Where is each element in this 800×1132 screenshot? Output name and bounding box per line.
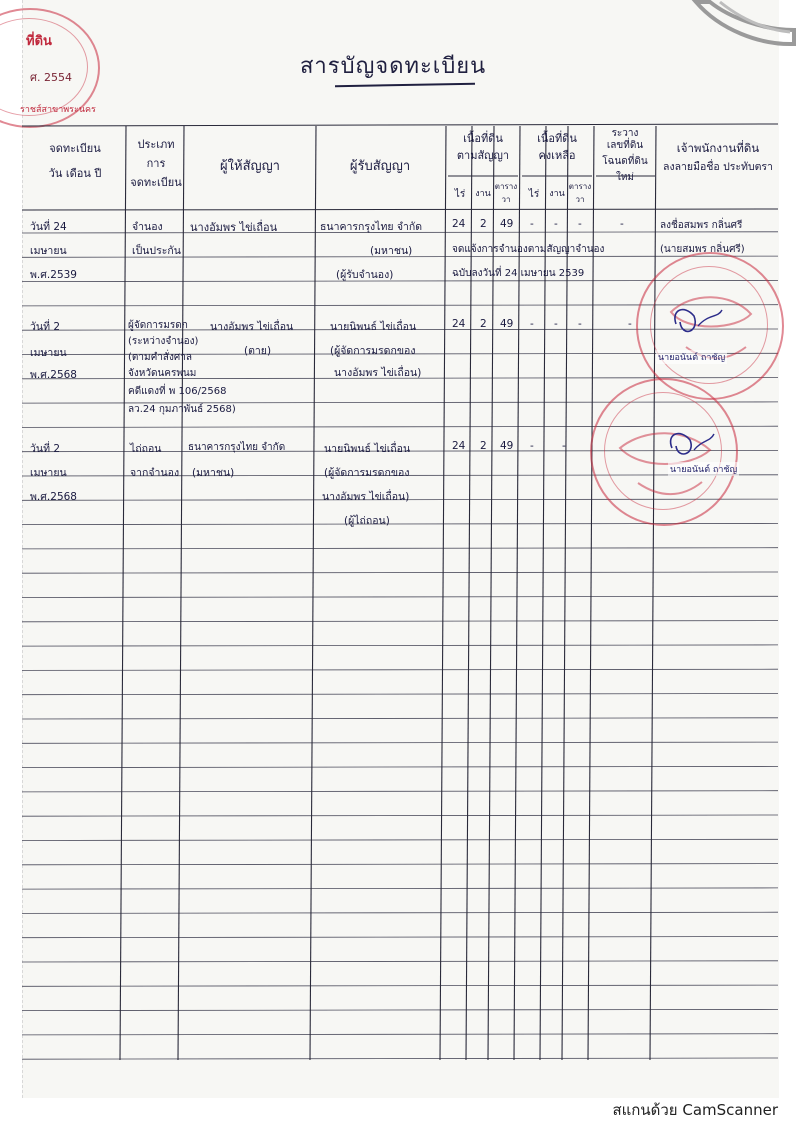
row1-grantor: นางอัมพร ไข่เถื่อน: [190, 221, 278, 234]
header-type-line1: ประเภท: [137, 138, 175, 151]
row2-area-rai: 24: [452, 318, 466, 330]
header-new-deed-line2: เลขที่ดิน: [606, 140, 644, 151]
row3-date-month: เมษายน: [30, 467, 67, 479]
row2-grantee-3: นางอัมพร ไข่เถื่อน): [334, 367, 422, 379]
header-area-contract: [448, 132, 518, 162]
header-officer-line2: ลงลายมือชื่อ ประทับตรา: [663, 161, 773, 173]
row2-deed: -: [628, 318, 632, 330]
header-officer-line1: เจ้าพนักงานที่ดิน: [676, 141, 760, 155]
row2-date-month: เมษายน: [30, 347, 67, 359]
header-new-deed-line4: ใหม่: [615, 172, 635, 183]
unit-rai-2: ไร่: [528, 189, 540, 200]
row3-grantee-2: (ผู้จัดการมรดกของ: [324, 467, 410, 479]
scanner-watermark: สแกนด้วย CamScanner: [612, 1101, 778, 1119]
header-area-remain-line2: คงเหลือ: [538, 149, 576, 162]
header-new-deed: [596, 128, 654, 184]
row1-grantee-2: (มหาชน): [370, 245, 413, 257]
header-area-remain-line1: เนื้อที่ดิน: [537, 132, 577, 145]
header-date-line2: วัน เดือน ปี: [48, 167, 102, 180]
row3-type-1: ไถ่ถอน: [130, 443, 162, 455]
row1-remain-ngan: -: [554, 218, 558, 230]
row1-date-day: วันที่ 24: [30, 221, 67, 233]
row3-remain-rai: -: [530, 440, 534, 452]
row1-grantee-3: (ผู้รับจำนอง): [336, 269, 394, 281]
page-title: สารบัญจดทะเบียน: [300, 54, 487, 79]
row2-remain-wa: -: [578, 318, 582, 330]
officer-seal-stamp: [590, 378, 740, 528]
unit-wa-1: ตาราง วา: [494, 182, 518, 204]
row2-officer: นายอนันต์ ถาชัญ: [656, 350, 727, 364]
row1-remain-rai: -: [530, 218, 534, 230]
row1-date-month: เมษายน: [30, 245, 67, 257]
seal-emblem-icon: [590, 378, 740, 528]
row3-type-2: จากจำนอง: [130, 467, 180, 479]
header-type: [128, 138, 184, 189]
row3-remain-ngan: -: [562, 440, 566, 452]
row3-grantee-3: นางอัมพร ไข่เถื่อน): [322, 491, 410, 503]
row1-deed: -: [620, 218, 624, 230]
row2-date-day: วันที่ 2: [30, 321, 61, 333]
row2-grantor: นางอัมพร ไข่เถื่อน: [210, 321, 294, 333]
row3-grantor: ธนาคารกรุงไทย จำกัด: [188, 442, 286, 453]
row3-date-year: พ.ศ.2568: [30, 491, 77, 503]
header-officer: [658, 142, 778, 174]
row3-officer: นายอนันต์ ถาชัญ: [668, 462, 739, 476]
row1-date-year: พ.ศ.2539: [30, 269, 77, 281]
unit-ngan-1: งาน: [475, 189, 491, 199]
corner-stamp-line3: ราชส์สาขาพระนคร: [20, 105, 96, 115]
header-area-remain: [522, 132, 592, 162]
row2-type-3: (ตามคำสั่งศาล: [128, 352, 192, 363]
header-new-deed-line3: โฉนดที่ดิน: [602, 156, 648, 167]
unit-ngan-2: งาน: [549, 189, 565, 199]
header-type-line2: การ: [146, 157, 166, 170]
row1-type-2: เป็นประกัน: [132, 245, 181, 257]
row1-note-2: ฉบับลงวันที่ 24 เมษายน 2539: [452, 268, 585, 279]
row3-grantor-2: (มหาชน): [192, 467, 235, 479]
row2-grantor-2: (ตาย): [244, 345, 272, 357]
row1-area-ngan: 2: [480, 218, 487, 230]
header-date-line1: จดทะเบียน: [49, 142, 101, 155]
row2-grantee-2: (ผู้จัดการมรดกของ: [330, 345, 416, 357]
row2-grantee: นายนิพนธ์ ไข่เถื่อน: [330, 321, 417, 333]
row2-area-wa: 49: [500, 318, 514, 330]
row2-remain-rai: -: [530, 318, 534, 330]
header-type-line3: จดทะเบียน: [130, 176, 182, 189]
row1-area-rai: 24: [452, 218, 466, 230]
header-grantee: ผู้รับสัญญา: [349, 159, 411, 174]
row1-note-1: จดแจ้งการจำนองตามสัญญาจำนอง: [452, 244, 605, 255]
row2-type-4: จังหวัดนครพนม: [128, 368, 197, 379]
row3-date-day: วันที่ 2: [30, 443, 61, 455]
row1-officer-2: (นายสมพร กลิ่นศรี): [660, 244, 745, 255]
corner-stamp-line2: ศ. 2554: [30, 71, 72, 84]
row1-officer: ลงชื่อสมพร กลิ่นศรี: [660, 220, 743, 231]
row3-grantee-4: (ผู้ไถ่ถอน): [344, 515, 390, 527]
header-area-contract-line1: เนื้อที่ดิน: [463, 132, 503, 145]
row1-remain-wa: -: [578, 218, 582, 230]
row2-type-5: คดีแดงที่ พ 106/2568: [128, 386, 227, 397]
row3-grantee: นายนิพนธ์ ไข่เถื่อน: [324, 443, 411, 455]
row1-area-wa: 49: [500, 218, 514, 230]
row2-date-year: พ.ศ.2568: [30, 369, 77, 381]
row2-type-6: ลว.24 กุมภาพันธ์ 2568): [128, 404, 236, 415]
row1-type: จำนอง: [132, 221, 163, 233]
header-new-deed-line1: ระวาง: [611, 128, 639, 139]
header-grantor: ผู้ให้สัญญา: [220, 159, 280, 174]
row2-type-2: (ระหว่างจำนอง): [128, 336, 199, 347]
row2-area-ngan: 2: [480, 318, 487, 330]
row2-remain-ngan: -: [554, 318, 558, 330]
row3-area-wa: 49: [500, 440, 514, 452]
header-date: [25, 142, 125, 180]
row3-area-ngan: 2: [480, 440, 487, 452]
corner-stamp-line1: ที่ดิน: [26, 34, 52, 49]
header-area-contract-line2: ตามสัญญา: [456, 149, 510, 162]
row2-type-1: ผู้จัดการมรดก: [128, 320, 188, 331]
unit-wa-2: ตาราง วา: [568, 182, 592, 204]
row3-area-rai: 24: [452, 440, 466, 452]
row1-grantee: ธนาคารกรุงไทย จำกัด: [320, 221, 423, 233]
unit-rai-1: ไร่: [454, 189, 466, 200]
